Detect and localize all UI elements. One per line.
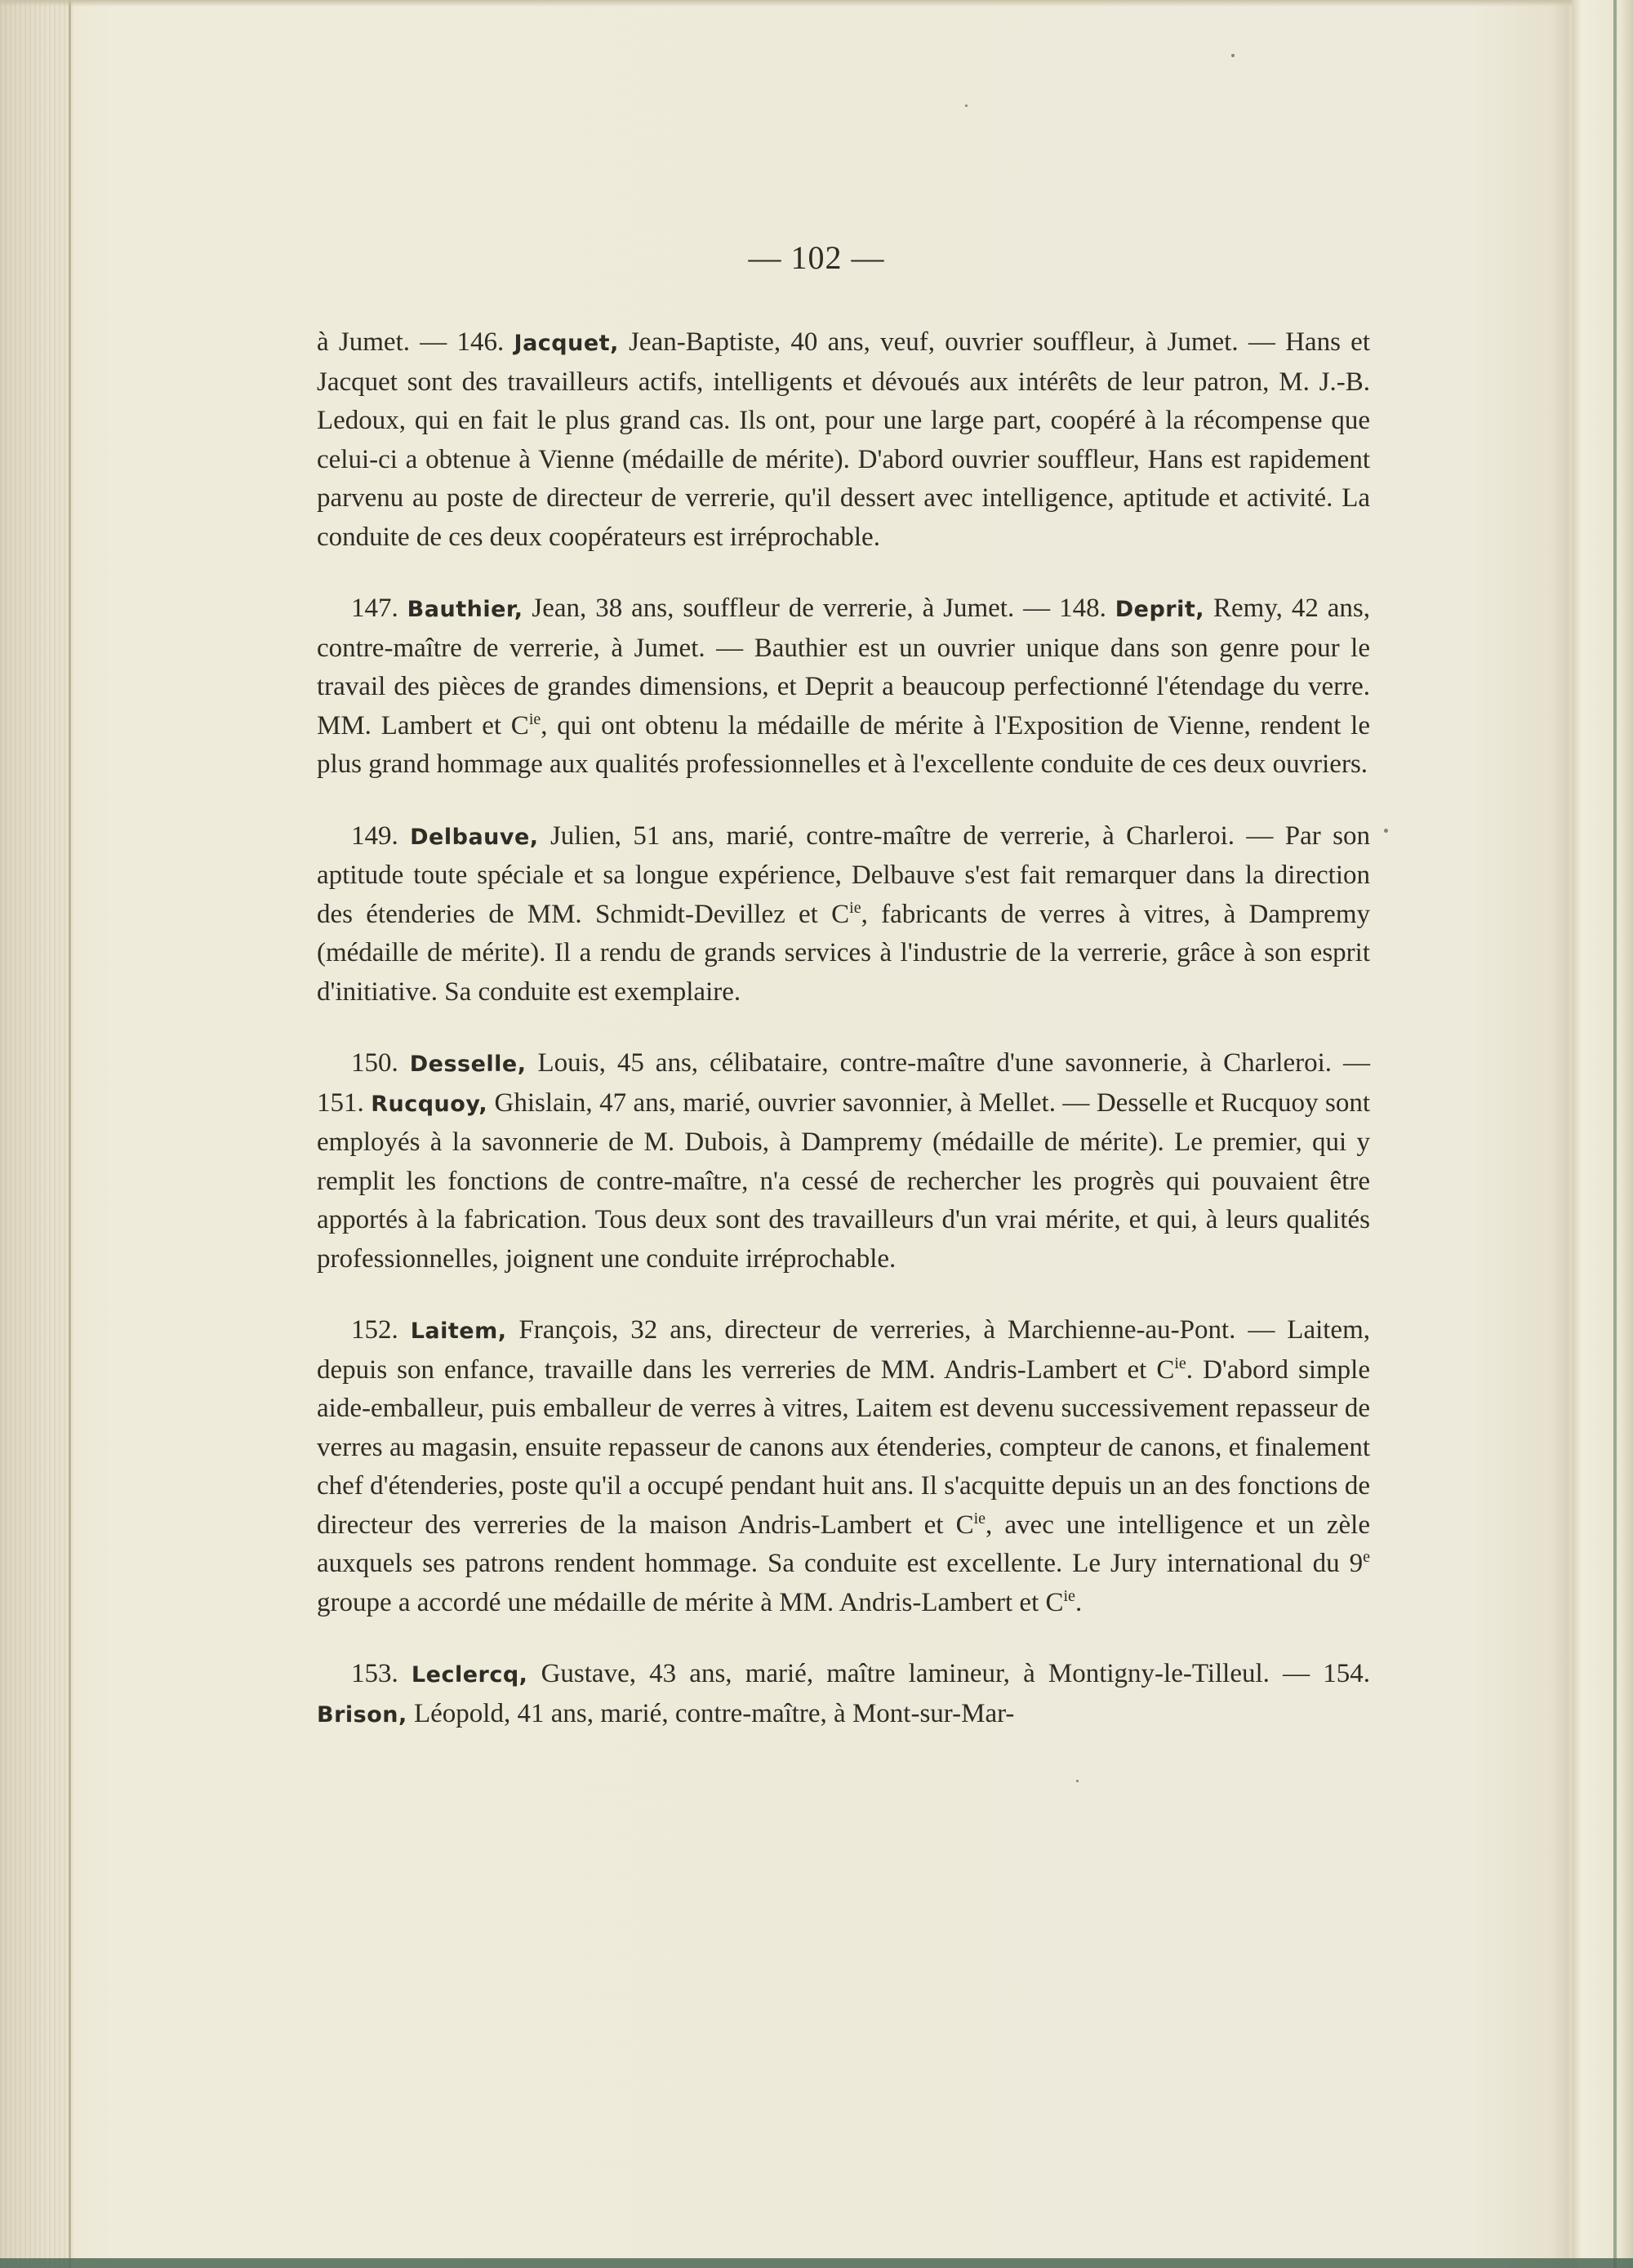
paragraph-text: .	[1075, 1587, 1083, 1617]
top-page-edge	[0, 0, 1633, 7]
left-page-stack-edge	[0, 0, 73, 2268]
paragraph-lead: 153.	[351, 1659, 412, 1688]
paragraph-153	[317, 1655, 1370, 1734]
person-name: Laitem,	[410, 1319, 507, 1344]
paragraph-149	[317, 817, 1370, 1012]
paragraph-text: Ghislain, 47 ans, marié, ouvrier savonnier, à Mellet. — Desselle et Rucquoy sont employés à la savonnerie de M. Dubois, à Dampremy (médaille de mérite). Le premier, qui y remplit les fonctions de contre-maître, n'a cessé de rechercher les progrès qui pouvaient être apportés à la fabrication. Tous deux sont des travailleurs d'un vrai mérite, et qui, à leurs qualités professionnelles, joignent une conduite irréprochable.	[317, 1087, 1370, 1274]
paragraph-text: Jean, 38 ans, souffleur de verrerie, à Jumet. — 148.	[523, 594, 1115, 623]
paragraph-146	[317, 323, 1370, 557]
paper-speck	[1076, 1780, 1079, 1782]
binding-spine	[69, 0, 71, 2268]
paragraph-150	[317, 1044, 1370, 1279]
paragraph-text: Louis, 45 ans, célibataire, contre-maître d'une savonnerie, à Charleroi. — 151.	[317, 1048, 1370, 1118]
right-page-edge	[1572, 0, 1633, 2268]
superscript: e	[1363, 1548, 1370, 1566]
superscript: ie	[849, 898, 861, 917]
person-name: Desselle,	[409, 1052, 527, 1077]
paragraph-text: Gustave, 43 ans, marié, maître lamineur, à Montigny-le-Tilleul. — 154.	[527, 1659, 1370, 1688]
paragraph-lead: à Jumet. — 146.	[317, 327, 514, 357]
superscript: ie	[1174, 1354, 1186, 1372]
paragraph-text: , avec une intelligence et un zèle auxquels ses patrons rendent hommage. Sa conduite est excellente. Le Jury international du 9	[317, 1510, 1370, 1578]
paragraph-152	[317, 1311, 1370, 1622]
paper-speck	[965, 105, 968, 107]
paragraph-text: Léopold, 41 ans, marié, contre-maître, à Mont-sur-Mar-	[407, 1698, 1015, 1728]
paper-speck	[1384, 829, 1388, 833]
paper-speck	[1231, 54, 1235, 57]
superscript: ie	[528, 709, 541, 728]
superscript: ie	[1063, 1586, 1075, 1605]
person-name: Delbauve,	[410, 824, 539, 850]
page-number: — 102 —	[748, 239, 885, 276]
paragraph-lead: 147.	[351, 594, 407, 623]
paragraph-text: . D'abord simple aide-emballeur, puis emballeur de verres à vitres, Laitem est devenu successivement repasseur de verres au magasin, ensuite repasseur de canons aux étenderies, compteur de canons, et finalement chef d'étenderies, poste qu'il a occupé pendant huit ans. Il s'acquitte depuis un an des fonctions de directeur des verreries de la maison Andris-Lambert et C	[317, 1354, 1370, 1540]
paragraph-text: François, 32 ans, directeur de verreries, à Marchienne-au-Pont. — Laitem, depuis son enfance, travaille dans les verreries de MM. Andris-Lambert et C	[317, 1315, 1370, 1385]
paragraph-lead: 150.	[351, 1048, 410, 1078]
body-text	[317, 323, 1370, 1767]
person-name: Bauthier,	[407, 597, 523, 622]
person-name: Rucquoy,	[371, 1091, 488, 1117]
paragraph-text: groupe a accordé une médaille de mérite à MM. Andris-Lambert et C	[317, 1587, 1064, 1617]
person-name: Leclercq,	[411, 1662, 528, 1688]
paragraph-text: , fabricants de verres à vitres, à Dampremy (médaille de mérite). Il a rendu de grands services à l'industrie de la verrerie, grâce à son esprit d'initiative. Sa conduite est exemplaire.	[317, 899, 1370, 1007]
cover-edge-line	[1613, 0, 1617, 2268]
cover-bottom-edge	[0, 2258, 1633, 2268]
paragraph-text: , qui ont obtenu la médaille de mérite à l'Exposition de Vienne, rendent le plus grand hommage aux qualités professionnelles et à l'excellente conduite de ces deux ouvriers.	[317, 710, 1370, 779]
paragraph-text: Jean-Baptiste, 40 ans, veuf, ouvrier souffleur, à Jumet. — Hans et Jacquet sont des travailleurs actifs, intelligents et dévoués aux intérêts de leur patron, M. J.-B. Ledoux, qui en fait le plus grand cas. Ils ont, pour une large part, coopéré à la récompense que celui-ci a obtenue à Vienne (médaille de mérite). D'abord ouvrier souffleur, Hans est rapidement parvenu au poste de directeur de verrerie, qu'il dessert avec intelligence, aptitude et activité. La conduite de ces deux coopérateurs est irréprochable.	[317, 327, 1370, 552]
paragraph-lead: 152.	[351, 1315, 411, 1345]
paragraph-lead: 149.	[351, 820, 411, 851]
person-name: Deprit,	[1115, 597, 1205, 622]
superscript: ie	[973, 1509, 986, 1528]
paragraph-text: Julien, 51 ans, marié, contre-maître de verrerie, à Charleroi. — Par son aptitude toute spéciale et sa longue expérience, Delbauve s'est fait remarquer dans la direction des étenderies de MM. Schmidt-Devillez et C	[317, 820, 1370, 929]
person-name: Brison,	[317, 1701, 407, 1728]
paragraph-147	[317, 589, 1370, 785]
paragraph-text: Remy, 42 ans, contre-maître de verrerie, à Jumet. — Bauthier est un ouvrier unique dans son genre pour le travail des pièces de grandes dimensions, et Deprit a beaucoup perfectionné l'étendage du verre. MM. Lambert et C	[317, 594, 1370, 740]
person-name: Jacquet,	[514, 331, 619, 356]
